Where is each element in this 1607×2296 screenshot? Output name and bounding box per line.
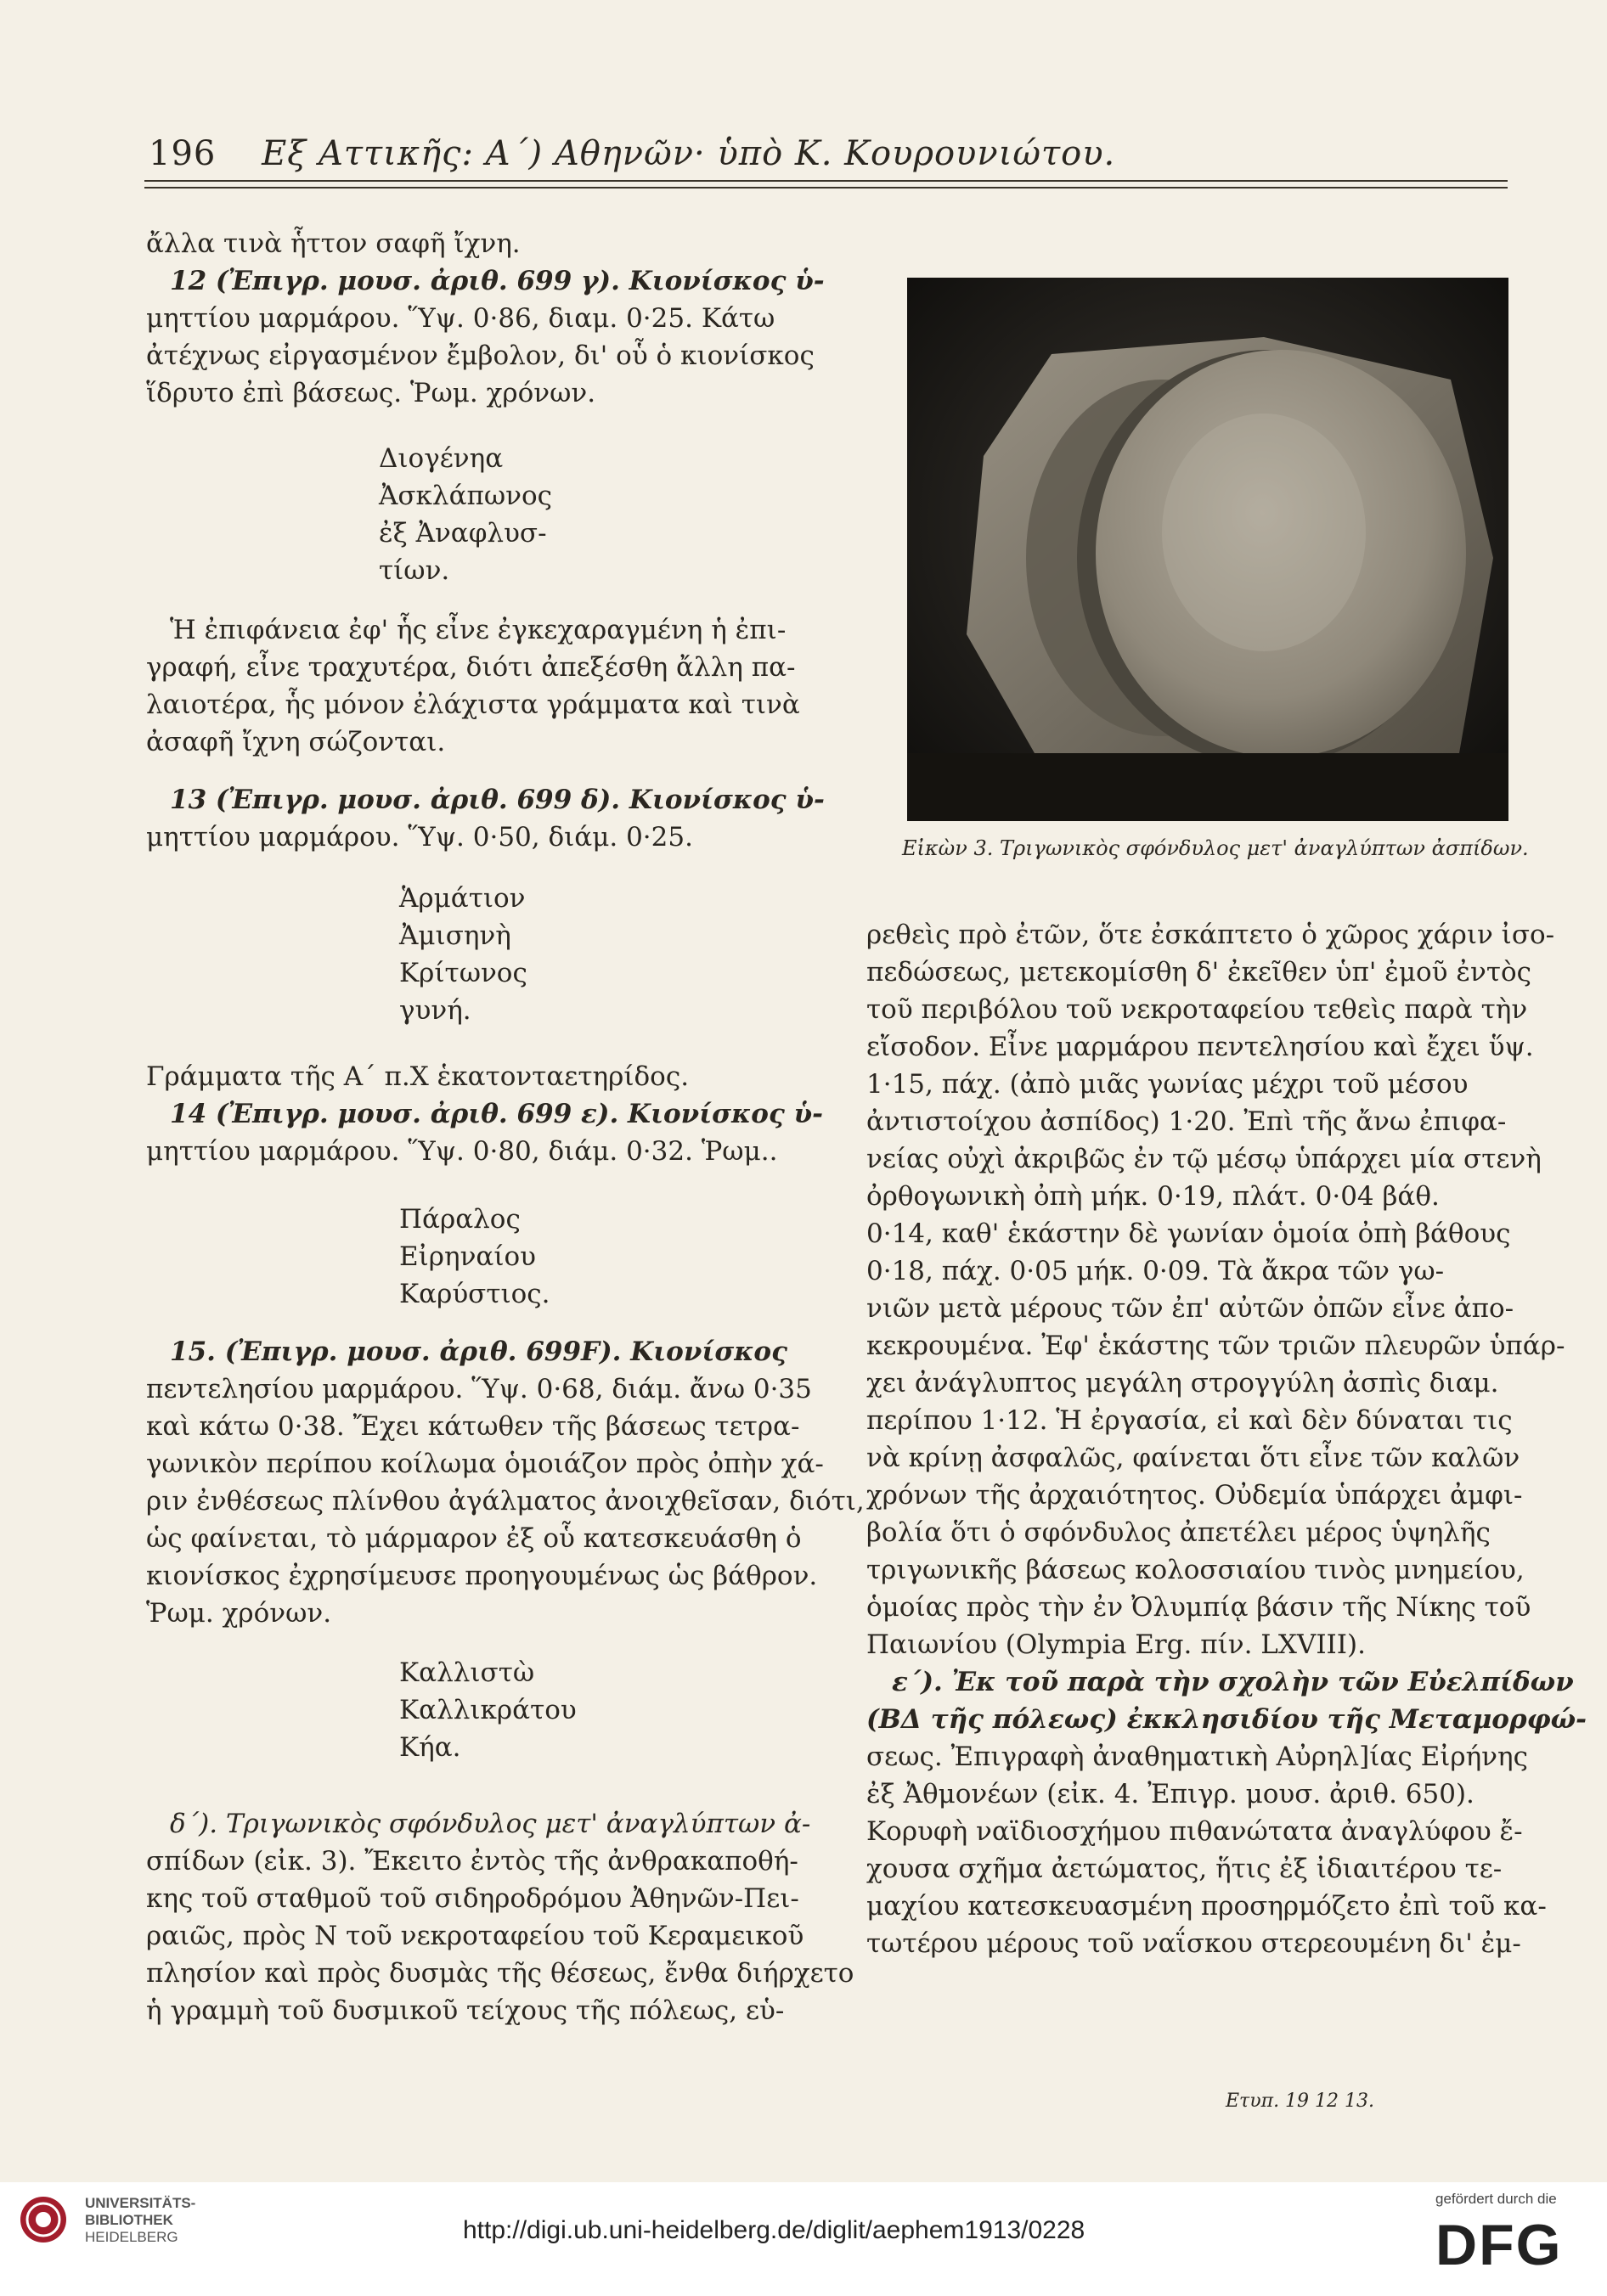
text-line: 0·14, καθ' ἑκάστην δὲ γωνίαν ὁμοία ὀπὴ βάθους <box>866 1218 1511 1249</box>
text-line: γωνικὸν περίπου κοίλωμα ὁμοιάζον πρὸς ὀπὴν χά- <box>146 1449 824 1479</box>
inscription-line: Ἀσκλάπωνος <box>379 481 553 511</box>
text-line: γραφή, εἶνε τραχυτέρα, διότι ἀπεξέσθη ἄλλη πα- <box>146 652 796 683</box>
text-line: κιονίσκος ἐχρησίμευσε προηγουμένως ὡς βάθρον. <box>146 1561 818 1591</box>
text-line: ὁμοίας πρὸς τὴν ἐν Ὀλυμπίᾳ βάσιν τῆς Νίκης τοῦ <box>866 1592 1531 1623</box>
text-line: ὀρθογωνικὴ ὀπὴ μήκ. 0·19, πλάτ. 0·04 βάθ. <box>866 1181 1440 1212</box>
inscription-line: γυνή. <box>399 995 471 1026</box>
inscription-line: Πάραλος <box>399 1204 521 1235</box>
text-line: καὶ κάτω 0·38. Ἔχει κάτωθεν τῆς βάσεως τετρα- <box>146 1411 800 1442</box>
text-line: περίπου 1·12. Ἡ ἐργασία, εἰ καὶ δὲν δύναται τις <box>866 1405 1513 1436</box>
running-title: Εξ Αττικῆς: Α΄) Αθηνῶν· ὑπὸ Κ. Κουρουνιώτου. <box>262 134 1116 173</box>
text-line: ρεθεὶς πρὸ ἐτῶν, ὅτε ἐσκάπτετο ὁ χῶρος χάριν ἰσο- <box>866 920 1555 950</box>
text-line: πεδώσεως, μετεκομίσθη δ' ἐκεῖθεν ὑπ' ἐμοῦ ἐντὸς <box>866 957 1532 988</box>
inscription-line: ἐξ Ἀναφλυσ- <box>379 518 547 549</box>
text-line: κεκρουμένα. Ἐφ' ἑκάστης τῶν τριῶν πλευρῶν ὑπάρ- <box>866 1331 1565 1361</box>
library-name <box>85 2195 195 2246</box>
text-line: λαιοτέρα, ἧς μόνον ἐλάχιστα γράμματα καὶ τινὰ <box>146 689 800 720</box>
text-line: 1·15, πάχ. (ἀπὸ μιᾶς γωνίας μέχρι τοῦ μέσου <box>866 1069 1469 1100</box>
header-rule <box>144 187 1508 189</box>
text-line: νείας οὐχὶ ἀκριβῶς ἐν τῷ μέσῳ ὑπάρχει μία στενὴ <box>866 1144 1542 1174</box>
text-line: Παιωνίου (Olympia Erg. πίν. LXVIII). <box>866 1629 1367 1660</box>
text-line: τοῦ περιβόλου τοῦ νεκροταφείου τεθεὶς παρὰ τὴν <box>866 994 1528 1025</box>
running-header <box>149 134 1115 173</box>
text-line: πεντελησίου μαρμάρου. Ὕψ. 0·68, διάμ. ἄνω 0·35 <box>146 1374 812 1404</box>
text-line: σεως. Ἐπιγραφὴ ἀναθηματικὴ Αὐρηλ]ίας Εἰρήνης <box>866 1742 1528 1772</box>
text-line: Κορυφὴ ναϊδιοσχήμου πιθανώτατα ἀναγλύφου ἔ- <box>866 1816 1523 1847</box>
inscription-line: Ἀμισηνὴ <box>399 920 511 951</box>
printer-signature: Ετυπ. 19 12 13. <box>1226 2091 1375 2112</box>
inscription-line: Καρύστιος. <box>399 1279 550 1309</box>
funding-note: gefördert durch die <box>1435 2191 1557 2207</box>
figure-caption: Εἰκὼν 3. Τριγωνικὸς σφόνδυλος μετ' ἀναγλύπτων ἀσπίδων. <box>902 836 1529 860</box>
text-line: χουσα σχῆμα ἀετώματος, ἥτις ἐξ ἰδιαιτέρου τε- <box>866 1854 1503 1884</box>
text-line: τωτέρου μέρους τοῦ ναΐσκου στερεουμένη δι' ἐμ- <box>866 1928 1521 1959</box>
text-line: 12 (Ἐπιγρ. μουσ. ἀριθ. 699 γ). Κιονίσκος ὑ- <box>170 266 825 296</box>
text-line: μαχίου κατεσκευασμένη προσηρμόζετο ἐπὶ τοῦ κα- <box>866 1891 1547 1922</box>
text-line: μηττίου μαρμάρου. Ὕψ. 0·50, διάμ. 0·25. <box>146 822 693 853</box>
text-line: ἡ γραμμὴ τοῦ δυσμικοῦ τείχους τῆς πόλεως, εὑ- <box>146 1995 785 2026</box>
text-line: ἐξ Ἀθμονέων (εἰκ. 4. Ἐπιγρ. μουσ. ἀριθ. 650). <box>866 1779 1474 1809</box>
inscription-line: Διογένηα <box>379 443 504 474</box>
text-line: ἀσαφῆ ἴχνη σώζονται. <box>146 727 446 757</box>
page-number: 196 <box>149 134 217 173</box>
text-line: μηττίου μαρμάρου. Ὕψ. 0·86, διαμ. 0·25. Κάτω <box>146 303 775 334</box>
text-line: χρόνων τῆς ἀρχαιότητος. Οὐδεμία ὑπάρχει ἀμφι- <box>866 1480 1523 1511</box>
text-line: σπίδων (εἰκ. 3). Ἔκειτο ἐντὸς τῆς ἀνθρακαποθή- <box>146 1846 798 1877</box>
figure-photo <box>907 278 1508 821</box>
inscription-line: Κήα. <box>399 1732 461 1763</box>
text-line: ἄλλα τινὰ ἧττον σαφῆ ἴχνη. <box>146 228 521 259</box>
text-line: πλησίον καὶ πρὸς δυσμὰς τῆς θέσεως, ἔνθα διήρχετο <box>146 1958 854 1989</box>
text-line: 0·18, πάχ. 0·05 μήκ. 0·09. Τὰ ἄκρα τῶν γω- <box>866 1256 1445 1286</box>
text-line: 15. (Ἐπιγρ. μουσ. ἀριθ. 699F). Κιονίσκος <box>170 1337 787 1367</box>
text-line: νιῶν μετὰ μέρους τῶν ἐπ' αὐτῶν ὀπῶν εἶνε ἀπο- <box>866 1293 1514 1324</box>
inscription-line: Κρίτωνος <box>399 958 527 988</box>
inscription-line: Καλλικράτου <box>399 1695 577 1725</box>
text-line: χει ἀνάγλυπτος μεγάλη στρογγύλη ἀσπὶς διαμ. <box>866 1368 1499 1398</box>
university-seal-icon <box>19 2195 68 2244</box>
text-line: ἀτέχνως εἰργασμένον ἔμβολον, δι' οὗ ὁ κιονίσκος <box>146 340 815 371</box>
inscription-line: Καλλιστὼ <box>399 1657 535 1688</box>
text-line: βολία ὅτι ὁ σφόνδυλος ἀπετέλει μέρος ὑψηλῆς <box>866 1517 1491 1548</box>
text-line: μηττίου μαρμάρου. Ὕψ. 0·80, διάμ. 0·32. Ῥωμ.. <box>146 1136 778 1167</box>
text-line: ραιῶς, πρὸς Ν τοῦ νεκροταφείου τοῦ Κεραμεικοῦ <box>146 1921 804 1951</box>
library-line: BIBLIOTHEK <box>85 2212 173 2228</box>
inscription-line: τίων. <box>379 555 450 586</box>
text-line: Ῥωμ. χρόνων. <box>146 1598 332 1629</box>
text-line: εἴσοδον. Εἶνε μαρμάρου πεντελησίου καὶ ἔχει ὕψ. <box>866 1032 1534 1062</box>
text-line: Γράμματα τῆς Α΄ π.Χ ἑκατονταετηρίδος. <box>146 1061 690 1092</box>
text-line: 14 (Ἐπιγρ. μουσ. ἀριθ. 699 ε). Κιονίσκος ὑ- <box>170 1099 823 1129</box>
text-line: Ἡ ἐπιφάνεια ἐφ' ἧς εἶνε ἐγκεχαραγμένη ἡ ἐπι- <box>170 615 787 645</box>
section-heading: ε΄). Ἐκ τοῦ παρὰ τὴν σχολὴν τῶν Εὐελπίδων <box>892 1667 1574 1697</box>
section-heading: δ΄). Τριγωνικὸς σφόνδυλος μετ' ἀναγλύπτων ἀ- <box>170 1809 811 1839</box>
text-line: τριγωνικῆς βάσεως κολοσσιαίου τινὸς μνημείου, <box>866 1555 1525 1585</box>
column-drum-image <box>907 278 1508 821</box>
text-line: ριν ἐνθέσεως πλίνθου ἀγάλματος ἀνοιχθεῖσαν, διότι, <box>146 1486 865 1517</box>
library-line: HEIDELBERG <box>85 2229 178 2245</box>
text-line: ἀντιστοίχου ἀσπίδος) 1·20. Ἐπὶ τῆς ἄνω ἐπιφα- <box>866 1106 1507 1137</box>
text-line: ἵδρυτο ἐπὶ βάσεως. Ῥωμ. χρόνων. <box>146 378 596 408</box>
text-line: κης τοῦ σταθμοῦ τοῦ σιδηροδρόμου Ἀθηνῶν-Πει- <box>146 1883 799 1914</box>
library-line: UNIVERSITÄTS- <box>85 2195 196 2211</box>
inscription-line: Ἁρμάτιον <box>399 883 526 914</box>
text-line: 13 (Ἐπιγρ. μουσ. ἀριθ. 699 δ). Κιονίσκος ὑ- <box>170 785 825 815</box>
text-line: ὡς φαίνεται, τὸ μάρμαρον ἐξ οὗ κατεσκευάσθη ὁ <box>146 1523 802 1554</box>
text-line: νὰ κρίνῃ ἀσφαλῶς, φαίνεται ὅτι εἶνε τῶν καλῶν <box>866 1443 1520 1473</box>
source-url-link[interactable]: http://digi.ub.uni-heidelberg.de/diglit/aephem1913/0228 <box>463 2216 1085 2244</box>
header-rule <box>144 180 1508 182</box>
inscription-line: Εἰρηναίου <box>399 1241 537 1272</box>
section-heading: (ΒΔ τῆς πόλεως) ἐκκλησιδίου τῆς Μεταμορφώ- <box>866 1704 1587 1735</box>
dfg-logo: DFG <box>1435 2213 1563 2277</box>
